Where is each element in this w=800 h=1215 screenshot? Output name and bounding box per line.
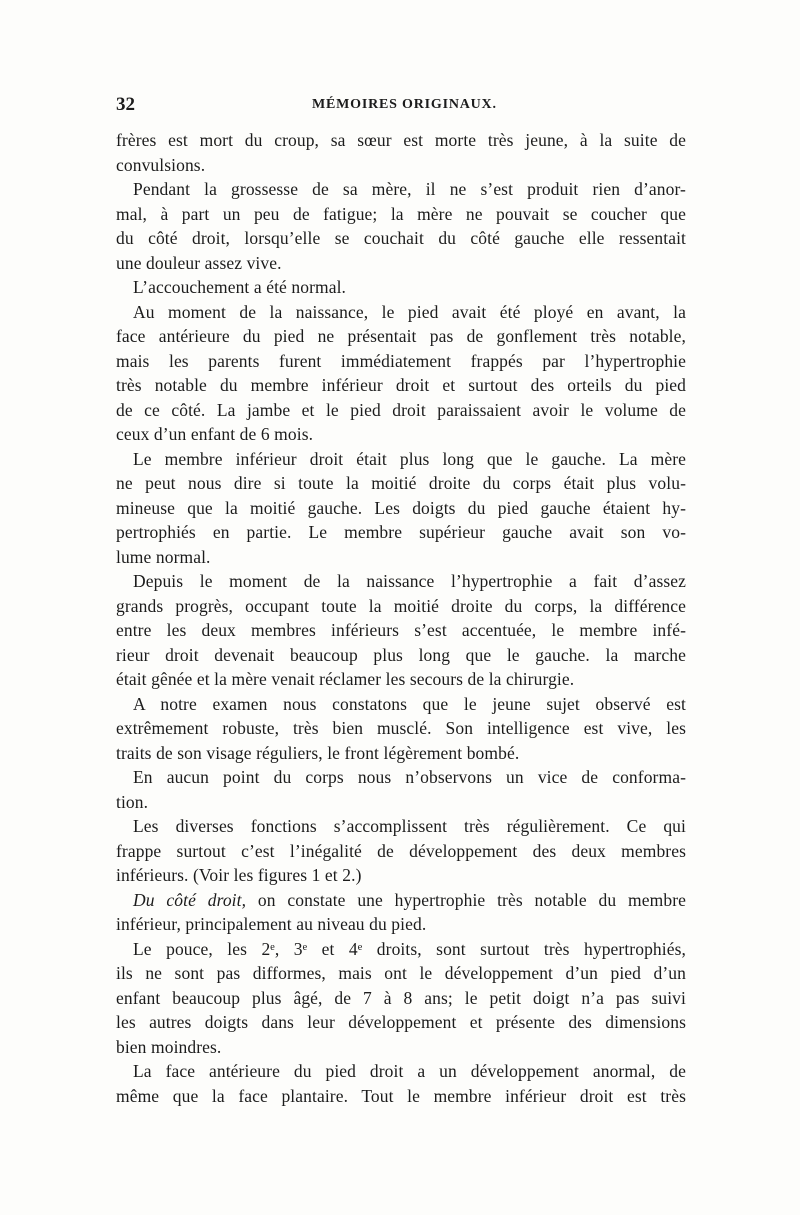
text-line: une douleur assez vive.	[116, 252, 282, 273]
text-line: inférieur, principalement au niveau du pied.	[116, 914, 427, 934]
text-line: de ce côté. La jambe et le pied droit paraissaient avoir le volume de	[116, 399, 686, 420]
text-line: du côté droit, lorsqu’elle se couchait du côté gauche elle ressentait	[116, 228, 686, 248]
page-header	[116, 94, 686, 124]
text-line: ils ne sont pas difformes, mais ont le développement d’un pied d’un	[116, 963, 686, 983]
text-line: bien moindres.	[116, 1036, 222, 1057]
text-line: A notre examen nous constatons que le jeune sujet observé est	[133, 693, 686, 714]
text-line: Pendant la grossesse de sa mère, il ne s’est produit rien d’anor-	[133, 179, 686, 199]
page-number: 32	[116, 94, 135, 115]
text-line: traits de son visage réguliers, le front légèrement bombé.	[116, 742, 520, 763]
running-title: MÉMOIRES ORIGINAUX.	[312, 97, 497, 112]
text-line: enfant beaucoup plus âgé, de 7 à 8 ans; le petit doigt n’a pas suivi	[116, 987, 686, 1008]
text-line: pertrophiés en partie. Le membre supérieur gauche avait son vo-	[116, 522, 686, 542]
text-line: Le membre inférieur droit était plus long que le gauche. La mère	[133, 448, 686, 469]
text-line: frappe surtout c’est l’inégalité de développement des deux membres	[116, 840, 686, 861]
text-line: lume normal.	[116, 546, 211, 567]
text-line: ceux d’un enfant de 6 mois.	[116, 424, 314, 444]
text-line: frères est mort du croup, sa sœur est morte très jeune, à la suite de	[116, 130, 686, 150]
text-line: Depuis le moment de la naissance l’hypertrophie a fait d’assez	[133, 571, 686, 591]
text-line: mineuse que la moitié gauche. Les doigts du pied gauche étaient hy-	[116, 497, 686, 518]
text-line: tion.	[116, 791, 149, 812]
text-line: très notable du membre inférieur droit et surtout des orteils du pied	[116, 375, 686, 395]
text-line: Au moment de la naissance, le pied avait été ployé en avant, la	[133, 301, 686, 322]
italic-phrase: Du côté droit,	[133, 889, 247, 910]
text-line: inférieurs. (Voir les figures 1 et 2.)	[116, 865, 362, 885]
text-line: même que la face plantaire. Tout le membre inférieur droit est très	[116, 1085, 686, 1106]
text-line: Le pouce, les 2ᵉ, 3ᵉ et 4ᵉ droits, sont surtout très hypertrophiés,	[133, 938, 686, 959]
text-line: L’accouchement a été normal.	[133, 277, 347, 297]
text-line: rieur droit devenait beaucoup plus long que le gauche. la marche	[116, 644, 686, 665]
text-line: face antérieure du pied ne présentait pas de gonflement très notable,	[116, 326, 686, 346]
text-line: ne peut nous dire si toute la moitié droite du corps était plus volu-	[116, 473, 686, 493]
text-line: entre les deux membres inférieurs s’est accentuée, le membre infé-	[116, 620, 686, 640]
text-line: En aucun point du corps nous n’observons un vice de conforma-	[133, 767, 686, 787]
text-line: était gênée et la mère venait réclamer les secours de la chirurgie.	[116, 669, 575, 689]
text-line: convulsions.	[116, 154, 206, 175]
text-line: La face antérieure du pied droit a un développement anormal, de	[133, 1061, 686, 1081]
text-line: grands progrès, occupant toute la moitié droite du corps, la différence	[116, 595, 686, 616]
body-text	[116, 128, 686, 1108]
text-line: mal, à part un peu de fatigue; la mère ne pouvait se coucher que	[116, 203, 686, 224]
text-line: Du côté droit, on constate une hypertrophie très notable du membre	[133, 889, 686, 910]
text-line: mais les parents furent immédiatement frappés par l’hypertrophie	[116, 350, 686, 371]
text-line: extrêmement robuste, très bien musclé. Son intelligence est vive, les	[116, 718, 686, 738]
text-line: Les diverses fonctions s’accomplissent très régulièrement. Ce qui	[133, 816, 686, 836]
text-line: les autres doigts dans leur développement et présente des dimensions	[116, 1012, 686, 1032]
